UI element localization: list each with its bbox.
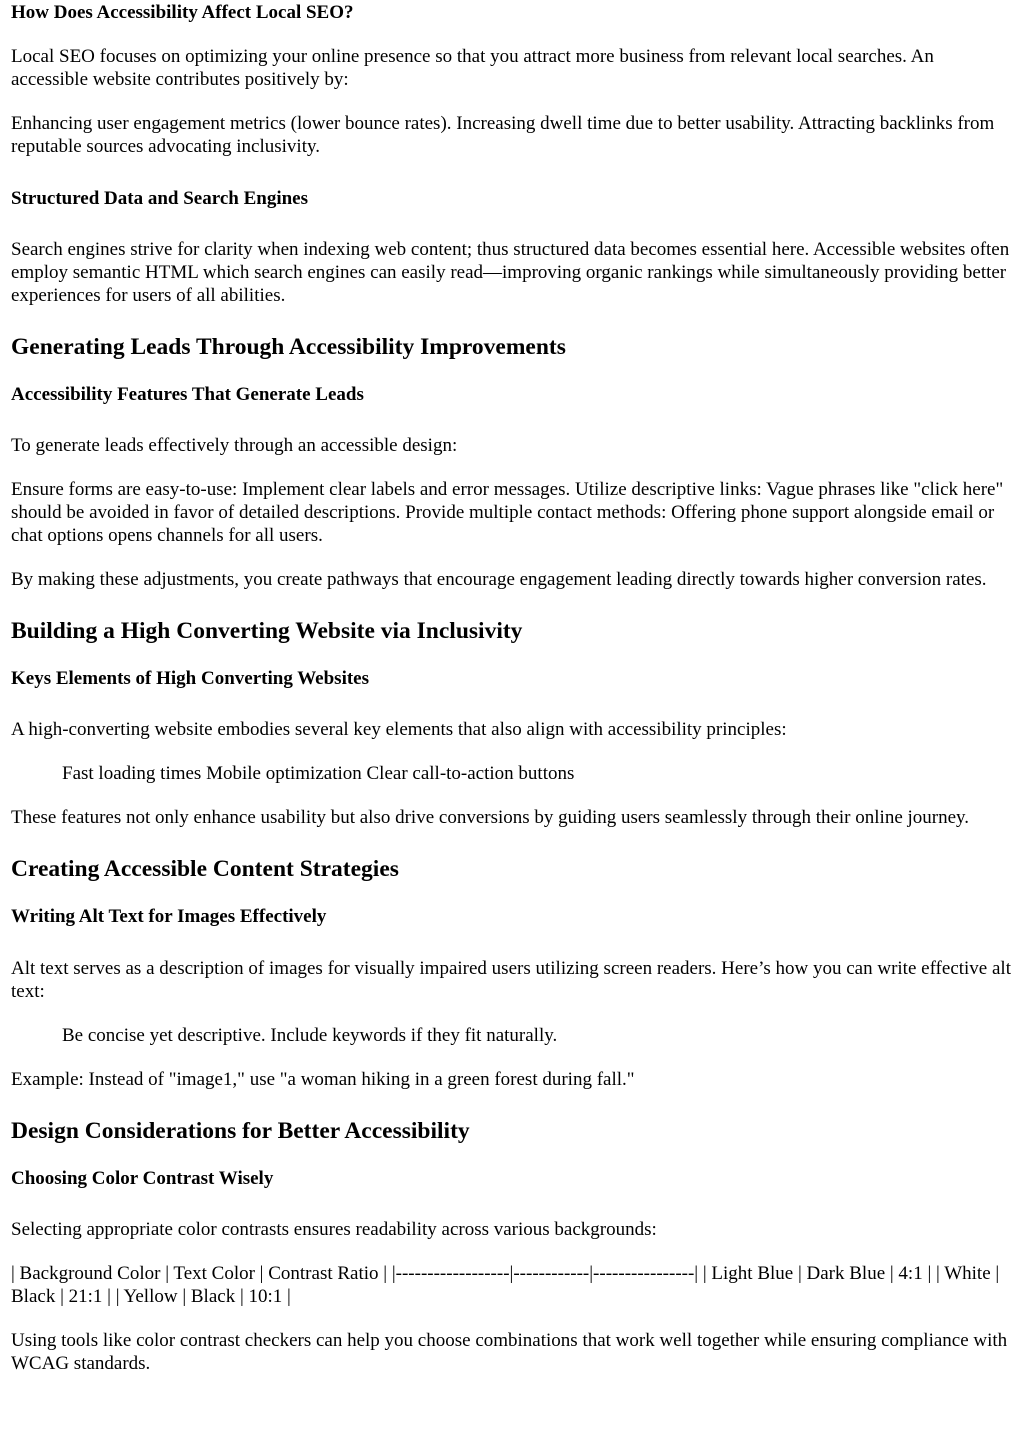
- heading-color-contrast: Choosing Color Contrast Wisely: [11, 1168, 274, 1189]
- paragraph-structured-data: Search engines strive for clarity when indexing web content; thus structured data becomes essential here. Accessible websites often employ semantic HTML which search engines can easily read—improving organic rankings while simultaneously providing better experiences for users of all abilities.: [11, 239, 1010, 306]
- heading-features-leads: Accessibility Features That Generate Leads: [11, 384, 364, 405]
- blockquote-alt-text-tips: Be concise yet descriptive. Include keywords if they fit naturally.: [62, 1025, 558, 1046]
- paragraph-key-elements-outro: These features not only enhance usability but also drive conversions by guiding users seamlessly through their online journey.: [11, 807, 970, 828]
- paragraph-features-list: Ensure forms are easy-to-use: Implement clear labels and error messages. Utilize descriptive links: Vague phrases like "click here" should be avoided in favor of detailed descriptions. Provide multiple contact methods: Offering phone support alongside email or chat options opens channels for all users.: [11, 479, 1004, 546]
- heading-high-converting: Building a High Converting Website via Inclusivity: [11, 618, 523, 644]
- heading-design-considerations: Design Considerations for Better Accessibility: [11, 1118, 470, 1144]
- paragraph-features-intro: To generate leads effectively through an accessible design:: [11, 435, 458, 456]
- paragraph-features-outro: By making these adjustments, you create pathways that encourage engagement leading directly towards higher conversion rates.: [11, 569, 987, 590]
- paragraph-alt-text-intro: Alt text serves as a description of images for visually impaired users utilizing screen readers. Here’s how you can write effective alt text:: [11, 958, 1011, 1002]
- paragraph-color-contrast-table: | Background Color | Text Color | Contrast Ratio | |------------------|------------|----------------| | Light Blue | Dark Blue | 4:1 | | White | Black | 21:1 | | Yellow | Black | 10:1 |: [11, 1263, 1000, 1307]
- heading-alt-text: Writing Alt Text for Images Effectively: [11, 906, 327, 927]
- paragraph-local-seo-intro: Local SEO focuses on optimizing your online presence so that you attract more business from relevant local searches. An accessible website contributes positively by:: [11, 46, 934, 90]
- blockquote-key-elements: Fast loading times Mobile optimization Clear call-to-action buttons: [62, 763, 575, 784]
- paragraph-key-elements-intro: A high-converting website embodies several key elements that also align with accessibility principles:: [11, 719, 787, 740]
- heading-content-strategies: Creating Accessible Content Strategies: [11, 856, 399, 882]
- paragraph-color-contrast-intro: Selecting appropriate color contrasts ensures readability across various backgrounds:: [11, 1219, 657, 1240]
- paragraph-color-contrast-outro: Using tools like color contrast checkers can help you choose combinations that work well together while ensuring compliance with WCAG standards.: [11, 1330, 1008, 1374]
- paragraph-alt-text-example: Example: Instead of "image1," use "a woman hiking in a green forest during fall.": [11, 1069, 635, 1090]
- heading-key-elements: Keys Elements of High Converting Websites: [11, 668, 370, 689]
- heading-local-seo: How Does Accessibility Affect Local SEO?: [11, 2, 354, 23]
- heading-generating-leads: Generating Leads Through Accessibility Improvements: [11, 334, 566, 360]
- heading-structured-data: Structured Data and Search Engines: [11, 188, 308, 209]
- article-content: [11, 1, 1013, 1375]
- paragraph-local-seo-benefits: Enhancing user engagement metrics (lower bounce rates). Increasing dwell time due to better usability. Attracting backlinks from reputable sources advocating inclusivity.: [11, 113, 995, 157]
